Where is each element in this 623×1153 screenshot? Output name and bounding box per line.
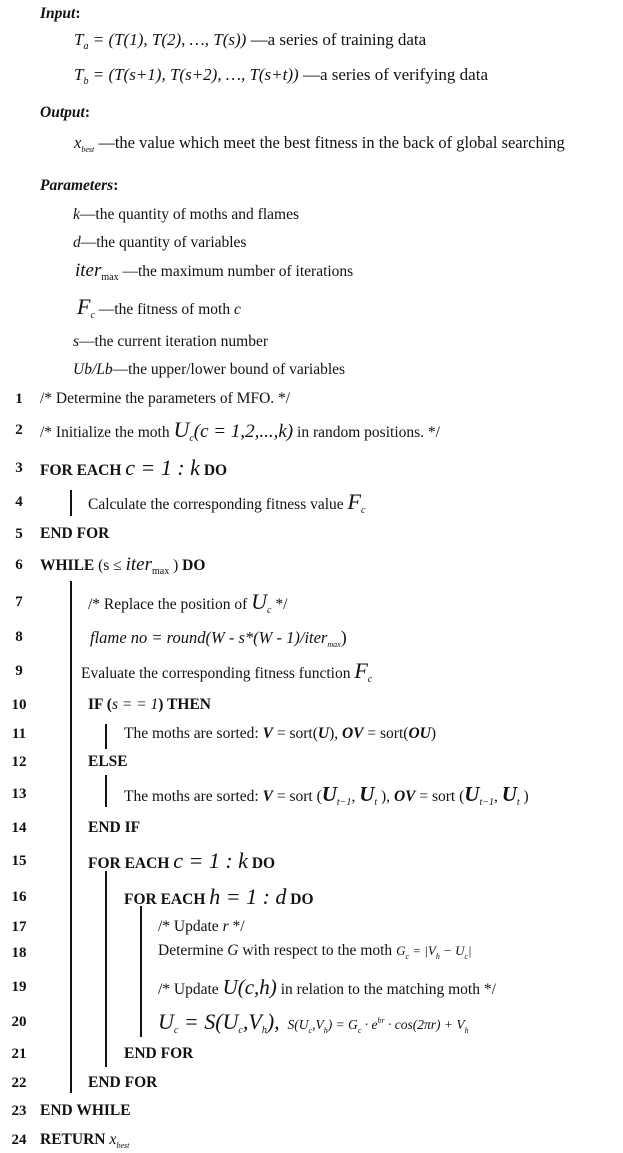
param-s <box>73 332 268 352</box>
separator: , <box>351 788 360 805</box>
algo-line-8 <box>90 627 347 649</box>
algo-line-5 <box>40 524 109 544</box>
comment-text: /* Determine the parameters of MFO. */ <box>40 390 291 407</box>
statement-text: ), <box>377 788 394 805</box>
keyword: WHILE <box>40 557 99 574</box>
algo-line-11 <box>124 724 436 744</box>
algo-line-3 <box>40 455 228 481</box>
math-symbol: s <box>73 333 80 350</box>
block-bar-for-body <box>70 490 72 516</box>
line-number: 1 <box>15 391 23 407</box>
output-heading-label: Output <box>40 104 85 121</box>
math-symbol: V <box>262 725 273 742</box>
math-symbol: OV <box>393 788 416 805</box>
line-number: 8 <box>15 629 23 645</box>
math-subscript: h <box>435 952 440 961</box>
comment-text: */ <box>271 596 288 613</box>
math-subscript: t <box>516 797 520 808</box>
block-bar-if-body <box>105 724 107 749</box>
condition-text: (s ≤ <box>98 557 126 574</box>
keyword: IF ( <box>88 696 112 713</box>
param-ub-lb <box>73 360 345 380</box>
math-expression: ) <box>340 627 347 647</box>
statement-text: with respect to the moth <box>238 942 397 959</box>
condition-text: s = = 1 <box>111 696 159 713</box>
algo-line-18 <box>158 941 472 961</box>
param-fc <box>77 294 241 321</box>
description: —the quantity of variables <box>80 234 247 251</box>
math-expression: − U <box>439 943 465 958</box>
math-symbol: U <box>251 589 268 614</box>
statement-text: = sort( <box>363 725 409 742</box>
param-iter-max <box>75 261 353 282</box>
keyword: ) THEN <box>158 696 211 713</box>
math-expression: (c = 1,2,...,k) <box>193 421 294 442</box>
algo-line-14 <box>88 818 140 838</box>
line-number: 12 <box>11 754 27 770</box>
description: —the fitness of moth <box>94 301 234 318</box>
input-heading-label: Input <box>40 5 76 22</box>
math-subscript: c <box>238 1025 243 1036</box>
algo-line-10 <box>88 695 211 715</box>
math-expression: = (T(1), T(2), …, T(s)) <box>88 30 247 49</box>
description: —the value which meet the best fitness in the back of global searching <box>94 133 565 152</box>
math-variable: r <box>222 918 229 935</box>
algo-line-4 <box>88 489 366 516</box>
math-subscript: c <box>308 1026 313 1035</box>
math-symbol: U <box>317 725 330 742</box>
algo-line-20 <box>158 1009 469 1036</box>
math-symbol: Ub/Lb <box>73 361 113 378</box>
line-number: 6 <box>15 557 23 573</box>
math-symbol: F <box>77 294 91 319</box>
math-subscript: max <box>151 566 170 577</box>
description: —the quantity of moths and flames <box>79 206 300 223</box>
math-subscript: c <box>189 433 194 444</box>
math-subscript: b <box>83 76 89 87</box>
keyword: FOR EACH <box>40 462 126 479</box>
math-subscript: h <box>323 1026 328 1035</box>
math-subscript: c <box>357 1026 362 1035</box>
math-expression: · cos(2πr) + V <box>384 1017 465 1032</box>
algo-line-9 <box>81 658 373 685</box>
keyword: END FOR <box>124 1045 194 1062</box>
math-symbol: iter <box>75 260 102 281</box>
s-function-formula <box>287 1016 469 1035</box>
math-subscript: c <box>90 310 95 321</box>
description: —a series of verifying data <box>298 65 488 84</box>
comment-text: in relation to the matching moth */ <box>276 981 496 998</box>
line-number: 2 <box>15 422 23 438</box>
math-subscript: h <box>464 1026 469 1035</box>
statement-text: Determine <box>158 942 228 959</box>
line-number: 13 <box>11 786 27 802</box>
math-expression: ,V <box>242 1009 262 1034</box>
math-variable: c <box>233 301 241 318</box>
parameters-heading <box>40 176 118 196</box>
math-symbol: OU <box>408 725 431 742</box>
math-subscript: c <box>464 952 469 961</box>
comment-text: /* Update <box>158 981 223 998</box>
keyword: END FOR <box>88 1074 158 1091</box>
algo-line-1 <box>40 389 290 409</box>
math-subscript: t−1 <box>479 797 494 808</box>
line-number: 20 <box>11 1014 27 1030</box>
math-symbol: U <box>173 417 190 442</box>
line-number: 21 <box>11 1046 27 1062</box>
math-symbol: x <box>109 1131 117 1148</box>
keyword: END FOR <box>40 525 110 542</box>
math-expression: = (T(s+1), T(s+2), …, T(s+t)) <box>88 65 299 84</box>
math-symbol: F <box>354 658 368 683</box>
statement-text: = sort( <box>272 725 318 742</box>
math-expression: h = 1 : d <box>209 884 287 909</box>
statement-text: = sort ( <box>272 788 322 805</box>
line-number: 5 <box>15 526 23 542</box>
math-expression: c = 1 : k <box>125 455 200 480</box>
algo-line-24 <box>40 1130 129 1150</box>
keyword: FOR EACH <box>124 891 210 908</box>
keyword: DO <box>199 462 228 479</box>
math-subscript: h <box>261 1025 267 1036</box>
keyword: END IF <box>88 819 141 836</box>
input-tb <box>74 65 488 85</box>
description: —the current iteration number <box>79 333 268 350</box>
param-k <box>73 205 299 225</box>
math-symbol: T <box>74 30 84 49</box>
param-d <box>73 233 246 253</box>
math-symbol: G <box>396 943 406 958</box>
comment-text: /* Update <box>158 918 223 935</box>
block-bar-for-c-body <box>105 871 107 1067</box>
math-expression: S(U <box>287 1017 309 1032</box>
math-symbol: V <box>262 788 273 805</box>
math-subscript: max <box>327 640 341 649</box>
algo-line-13 <box>124 784 529 807</box>
line-number: 10 <box>11 697 27 713</box>
keyword: END WHILE <box>40 1102 131 1119</box>
input-ta <box>74 30 426 50</box>
math-expression: U(c,h) <box>222 975 277 999</box>
line-number: 16 <box>11 889 27 905</box>
line-number: 15 <box>11 853 27 869</box>
math-symbol: OV <box>341 725 364 742</box>
line-number: 3 <box>15 460 23 476</box>
comment-text: */ <box>228 918 245 935</box>
statement-text: ) <box>430 725 436 742</box>
math-expression: · e <box>361 1017 378 1032</box>
math-subscript: c <box>405 952 410 961</box>
keyword: DO <box>182 557 206 574</box>
output-xbest <box>74 133 565 153</box>
parameters-heading-label: Parameters <box>40 177 114 194</box>
math-symbol: U <box>501 782 517 806</box>
algo-line-15 <box>88 848 276 874</box>
keyword: RETURN <box>40 1131 110 1148</box>
block-bar-else-body <box>105 775 107 807</box>
line-number: 17 <box>11 919 27 935</box>
colon: : <box>84 104 90 121</box>
line-number: 19 <box>11 979 27 995</box>
line-number: 23 <box>11 1103 27 1119</box>
math-symbol: d <box>73 234 81 251</box>
math-subscript: c <box>361 505 366 516</box>
comment-text: /* Initialize the moth <box>40 424 174 441</box>
algo-line-2 <box>40 417 440 444</box>
algo-line-21 <box>124 1044 193 1064</box>
algo-line-19 <box>158 977 496 1000</box>
math-expression: = S(U <box>178 1009 239 1034</box>
statement-text: = sort ( <box>415 788 465 805</box>
math-expression: flame no = round(W - s*(W - 1)/iter <box>90 628 328 647</box>
math-symbol: U <box>321 782 337 806</box>
math-superscript: br <box>377 1016 385 1025</box>
algo-line-12 <box>88 752 128 772</box>
line-number: 22 <box>11 1075 27 1091</box>
description: —the maximum number of iterations <box>118 263 354 280</box>
math-symbol: k <box>73 206 80 223</box>
output-heading <box>40 103 90 123</box>
condition-text: ) <box>169 557 183 574</box>
statement-text: Evaluate the corresponding fitness function <box>81 665 355 682</box>
line-number: 4 <box>15 494 23 510</box>
statement-text: The moths are sorted: <box>124 788 263 805</box>
math-symbol: iter <box>125 554 152 575</box>
line-number: 14 <box>11 820 27 836</box>
line-number: 18 <box>11 945 27 961</box>
statement-text: ) <box>519 788 529 805</box>
description: —a series of training data <box>246 30 427 49</box>
math-subscript: c <box>267 605 272 616</box>
colon: : <box>113 177 119 194</box>
line-number: 7 <box>15 594 23 610</box>
algo-line-16 <box>124 884 314 910</box>
math-subscript: c <box>367 674 373 685</box>
comment-text: /* Replace the position of <box>88 596 252 613</box>
math-subscript: a <box>83 41 89 52</box>
statement-text: The moths are sorted: <box>124 725 263 742</box>
keyword: FOR EACH <box>88 855 174 872</box>
math-symbol: U <box>158 1009 174 1034</box>
keyword: DO <box>286 891 314 908</box>
algo-line-23 <box>40 1101 131 1121</box>
comment-text: in random positions. */ <box>293 424 440 441</box>
input-heading <box>40 4 81 24</box>
math-symbol: x <box>74 133 82 152</box>
math-subscript: c <box>173 1025 179 1036</box>
algo-line-7 <box>88 589 288 616</box>
math-expression: c = 1 : k <box>173 848 248 873</box>
math-subscript: best <box>81 145 95 154</box>
math-expression: = |V <box>409 943 436 958</box>
math-subscript: t <box>374 797 378 808</box>
line-number: 9 <box>15 663 23 679</box>
math-subscript: max <box>101 272 119 283</box>
algo-line-6 <box>40 555 205 576</box>
statement-text: Calculate the corresponding fitness value <box>88 496 348 513</box>
math-symbol: F <box>347 489 361 514</box>
block-bar-for-h-body <box>140 906 142 1037</box>
keyword: ELSE <box>88 753 128 770</box>
keyword: DO <box>247 855 276 872</box>
statement-text: ), <box>329 725 342 742</box>
math-expression: ) = G <box>327 1017 358 1032</box>
separator: , <box>493 788 502 805</box>
math-expression: ,V <box>312 1017 324 1032</box>
math-symbol: U <box>464 782 480 806</box>
math-expression: | <box>468 943 472 958</box>
math-variable: G <box>227 942 239 959</box>
algo-line-22 <box>88 1073 157 1093</box>
algo-line-17 <box>158 917 245 937</box>
math-symbol: T <box>74 65 84 84</box>
colon: : <box>75 5 81 22</box>
math-subscript: best <box>116 1141 130 1150</box>
math-subscript: t−1 <box>336 797 352 808</box>
math-symbol: U <box>359 782 375 806</box>
description: —the upper/lower bound of variables <box>112 361 346 378</box>
line-number: 11 <box>11 726 27 742</box>
line-number: 24 <box>11 1132 27 1148</box>
block-bar-while-body <box>70 581 72 1093</box>
math-expression: ), <box>266 1009 280 1034</box>
